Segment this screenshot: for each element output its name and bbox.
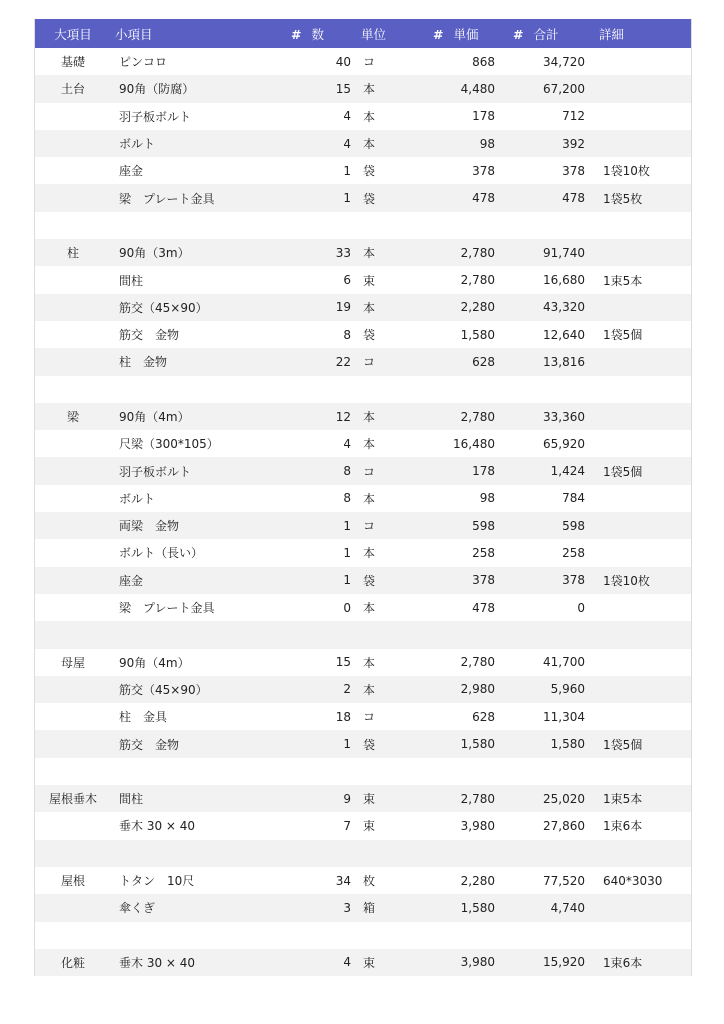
table-row bbox=[35, 157, 691, 184]
price-cell[interactable]: 1,580 bbox=[460, 737, 495, 752]
minor-cell[interactable]: 柱 金具 bbox=[119, 710, 168, 725]
price-cell[interactable]: 2,780 bbox=[460, 273, 495, 288]
detail-cell[interactable]: 1束5本 bbox=[603, 273, 643, 288]
header-price-label: 単価 bbox=[453, 26, 479, 42]
qty-cell[interactable]: 3 bbox=[343, 900, 351, 915]
table-row bbox=[35, 376, 691, 403]
qty-cell[interactable]: 2 bbox=[343, 682, 351, 697]
price-cell[interactable]: 3,980 bbox=[460, 818, 495, 833]
unit-cell[interactable]: 袋 bbox=[363, 164, 376, 179]
price-cell[interactable]: 2,780 bbox=[460, 655, 495, 670]
table-row bbox=[35, 922, 691, 949]
detail-cell[interactable]: 1袋5個 bbox=[603, 737, 643, 752]
number-type-icon: # bbox=[433, 26, 444, 42]
major-cell[interactable]: 化粧 bbox=[60, 955, 85, 970]
price-cell[interactable]: 2,980 bbox=[460, 682, 495, 697]
header-total[interactable] bbox=[505, 25, 595, 43]
detail-cell[interactable]: 1袋5個 bbox=[603, 328, 643, 343]
minor-cell[interactable]: 羽子板ボルト bbox=[119, 464, 192, 479]
total-cell[interactable]: 25,020 bbox=[543, 791, 585, 806]
price-cell[interactable]: 178 bbox=[472, 464, 495, 479]
total-cell[interactable]: 258 bbox=[562, 545, 585, 560]
qty-cell[interactable]: 12 bbox=[335, 409, 351, 424]
table-row bbox=[35, 512, 691, 539]
total-cell[interactable]: 598 bbox=[562, 518, 585, 533]
total-cell[interactable]: 67,200 bbox=[543, 81, 585, 96]
table-row bbox=[35, 48, 691, 75]
number-type-icon: # bbox=[291, 26, 302, 42]
total-cell[interactable]: 1,424 bbox=[550, 464, 585, 479]
qty-cell[interactable]: 1 bbox=[343, 163, 351, 178]
qty-cell[interactable]: 4 bbox=[343, 136, 351, 151]
detail-cell[interactable]: 1束6本 bbox=[603, 955, 643, 970]
header-row bbox=[35, 19, 691, 48]
qty-cell[interactable]: 6 bbox=[343, 273, 351, 288]
detail-cell[interactable]: 1袋5個 bbox=[603, 464, 643, 479]
table-row bbox=[35, 485, 691, 512]
qty-cell[interactable]: 4 bbox=[343, 109, 351, 124]
header-qty-label: 数 bbox=[311, 26, 324, 42]
price-cell[interactable]: 868 bbox=[472, 54, 495, 69]
table-row bbox=[35, 840, 691, 867]
minor-cell[interactable]: ボルト（長い） bbox=[119, 546, 204, 561]
minor-cell[interactable]: 筋交（45×90） bbox=[119, 300, 208, 315]
unit-cell[interactable]: 枚 bbox=[363, 874, 376, 889]
table-row bbox=[35, 703, 691, 730]
unit-cell[interactable]: 本 bbox=[363, 437, 376, 452]
table-row bbox=[35, 212, 691, 239]
header-major-label: 大項目 bbox=[54, 26, 92, 42]
price-cell[interactable]: 478 bbox=[472, 600, 495, 615]
total-cell[interactable]: 15,920 bbox=[543, 955, 585, 970]
major-cell[interactable]: 梁 bbox=[66, 410, 79, 424]
table-row bbox=[35, 567, 691, 594]
minor-cell[interactable]: 両梁 金物 bbox=[119, 519, 180, 534]
qty-cell[interactable]: 1 bbox=[343, 518, 351, 533]
header-minor[interactable] bbox=[111, 25, 283, 43]
minor-cell[interactable]: 梁 プレート金具 bbox=[119, 601, 215, 616]
qty-cell[interactable]: 1 bbox=[343, 573, 351, 588]
total-cell[interactable]: 378 bbox=[562, 573, 585, 588]
total-cell[interactable]: 65,920 bbox=[543, 436, 585, 451]
minor-cell[interactable]: 羽子板ボルト bbox=[119, 109, 192, 124]
price-cell[interactable]: 2,780 bbox=[460, 791, 495, 806]
qty-cell[interactable]: 8 bbox=[343, 327, 351, 342]
qty-cell[interactable]: 4 bbox=[343, 955, 351, 970]
major-cell[interactable]: 土台 bbox=[60, 82, 85, 97]
unit-cell[interactable]: 本 bbox=[363, 601, 376, 616]
price-cell[interactable]: 178 bbox=[472, 109, 495, 124]
unit-cell[interactable]: コ bbox=[363, 55, 376, 70]
total-cell[interactable]: 27,860 bbox=[543, 818, 585, 833]
table-row bbox=[35, 184, 691, 211]
total-cell[interactable]: 16,680 bbox=[543, 273, 585, 288]
price-cell[interactable]: 2,780 bbox=[460, 409, 495, 424]
unit-cell[interactable]: 本 bbox=[363, 137, 376, 152]
qty-cell[interactable]: 1 bbox=[343, 545, 351, 560]
unit-cell[interactable]: 束 bbox=[363, 792, 376, 807]
unit-cell[interactable]: 袋 bbox=[363, 328, 376, 343]
minor-cell[interactable]: 間柱 bbox=[119, 273, 144, 288]
minor-cell[interactable]: 垂木 30 × 40 bbox=[119, 955, 196, 970]
total-cell[interactable]: 712 bbox=[562, 109, 585, 124]
minor-cell[interactable]: 柱 金物 bbox=[119, 355, 168, 370]
table-row bbox=[35, 785, 691, 812]
price-cell[interactable]: 98 bbox=[479, 491, 495, 506]
major-cell[interactable]: 柱 bbox=[66, 246, 79, 261]
price-cell[interactable]: 3,980 bbox=[460, 955, 495, 970]
table-body bbox=[35, 48, 691, 976]
detail-cell[interactable]: 1袋5枚 bbox=[603, 191, 643, 206]
unit-cell[interactable]: 束 bbox=[363, 955, 376, 970]
qty-cell[interactable]: 33 bbox=[335, 245, 351, 260]
header-detail[interactable] bbox=[595, 25, 691, 43]
table-row bbox=[35, 894, 691, 921]
minor-cell[interactable]: 間柱 bbox=[119, 792, 144, 807]
total-cell[interactable]: 4,740 bbox=[550, 900, 585, 915]
price-cell[interactable]: 598 bbox=[472, 518, 495, 533]
total-cell[interactable]: 41,700 bbox=[543, 655, 585, 670]
unit-cell[interactable]: 本 bbox=[363, 82, 376, 97]
qty-cell[interactable]: 18 bbox=[335, 709, 351, 724]
unit-cell[interactable]: 本 bbox=[363, 546, 376, 561]
header-qty[interactable] bbox=[283, 25, 357, 43]
header-major[interactable] bbox=[35, 25, 111, 43]
major-cell[interactable]: 基礎 bbox=[60, 55, 85, 70]
qty-cell[interactable]: 34 bbox=[335, 873, 351, 888]
total-cell[interactable]: 478 bbox=[562, 191, 585, 206]
table-row bbox=[35, 812, 691, 839]
qty-cell[interactable]: 9 bbox=[343, 791, 351, 806]
table-row bbox=[35, 103, 691, 130]
detail-cell[interactable]: 1袋10枚 bbox=[603, 573, 650, 588]
table-row bbox=[35, 649, 691, 676]
major-cell[interactable]: 母屋 bbox=[60, 655, 85, 670]
total-cell[interactable]: 34,720 bbox=[543, 54, 585, 69]
table-row bbox=[35, 867, 691, 894]
price-cell[interactable]: 478 bbox=[472, 191, 495, 206]
total-cell[interactable]: 77,520 bbox=[543, 873, 585, 888]
table-row bbox=[35, 730, 691, 757]
total-cell[interactable]: 33,360 bbox=[543, 409, 585, 424]
table-row bbox=[35, 239, 691, 266]
qty-cell[interactable]: 7 bbox=[343, 818, 351, 833]
unit-cell[interactable]: 箱 bbox=[363, 901, 376, 916]
table-row bbox=[35, 949, 691, 976]
minor-cell[interactable]: 筋交（45×90） bbox=[119, 682, 208, 697]
major-cell[interactable]: 屋根垂木 bbox=[48, 792, 97, 807]
unit-cell[interactable]: 本 bbox=[363, 109, 376, 124]
minor-cell[interactable]: 90角（4m） bbox=[119, 410, 190, 424]
qty-cell[interactable]: 1 bbox=[343, 191, 351, 206]
total-cell[interactable]: 11,304 bbox=[543, 709, 585, 724]
table-row bbox=[35, 266, 691, 293]
unit-cell[interactable]: 袋 bbox=[363, 191, 376, 206]
price-cell[interactable]: 4,480 bbox=[460, 81, 495, 96]
minor-cell[interactable]: 90角（3m） bbox=[119, 246, 190, 261]
qty-cell[interactable]: 15 bbox=[335, 655, 351, 670]
table-row bbox=[35, 294, 691, 321]
spreadsheet-table bbox=[34, 19, 692, 976]
price-cell[interactable]: 628 bbox=[472, 709, 495, 724]
qty-cell[interactable]: 15 bbox=[335, 81, 351, 96]
header-price[interactable] bbox=[425, 25, 505, 43]
qty-cell[interactable]: 4 bbox=[343, 436, 351, 451]
price-cell[interactable]: 2,780 bbox=[460, 245, 495, 260]
unit-cell[interactable]: 袋 bbox=[363, 737, 376, 752]
qty-cell[interactable]: 19 bbox=[335, 300, 351, 315]
detail-cell[interactable]: 1袋10枚 bbox=[603, 164, 650, 179]
minor-cell[interactable]: 筋交 金物 bbox=[119, 328, 180, 343]
unit-cell[interactable]: 本 bbox=[363, 246, 376, 261]
unit-cell[interactable]: コ bbox=[363, 464, 376, 479]
unit-cell[interactable]: 本 bbox=[363, 300, 376, 315]
total-cell[interactable]: 392 bbox=[562, 136, 585, 151]
price-cell[interactable]: 2,280 bbox=[460, 300, 495, 315]
major-cell[interactable]: 屋根 bbox=[60, 874, 85, 889]
table-row bbox=[35, 676, 691, 703]
minor-cell[interactable]: 座金 bbox=[119, 573, 144, 588]
total-cell[interactable]: 0 bbox=[577, 600, 585, 615]
unit-cell[interactable]: 袋 bbox=[363, 573, 376, 588]
unit-cell[interactable]: コ bbox=[363, 710, 376, 725]
unit-cell[interactable]: 本 bbox=[363, 655, 376, 670]
table-row bbox=[35, 130, 691, 157]
table-row bbox=[35, 348, 691, 375]
price-cell[interactable]: 378 bbox=[472, 163, 495, 178]
minor-cell[interactable]: ボルト bbox=[119, 491, 156, 506]
qty-cell[interactable]: 0 bbox=[343, 600, 351, 615]
detail-cell[interactable]: 640*3030 bbox=[603, 873, 663, 888]
unit-cell[interactable]: 束 bbox=[363, 819, 376, 834]
table-row bbox=[35, 621, 691, 648]
header-total-label: 合計 bbox=[533, 26, 559, 42]
total-cell[interactable]: 13,816 bbox=[543, 354, 585, 369]
table-row bbox=[35, 403, 691, 430]
header-detail-label: 詳細 bbox=[599, 26, 625, 42]
price-cell[interactable]: 98 bbox=[479, 136, 495, 151]
unit-cell[interactable]: 本 bbox=[363, 491, 376, 506]
qty-cell[interactable]: 1 bbox=[343, 737, 351, 752]
price-cell[interactable]: 1,580 bbox=[460, 900, 495, 915]
minor-cell[interactable]: 座金 bbox=[119, 164, 144, 179]
total-cell[interactable]: 5,960 bbox=[550, 682, 585, 697]
unit-cell[interactable]: 本 bbox=[363, 410, 376, 424]
total-cell[interactable]: 1,580 bbox=[550, 737, 585, 752]
table-row bbox=[35, 594, 691, 621]
header-unit[interactable] bbox=[357, 25, 425, 43]
detail-cell[interactable]: 1束5本 bbox=[603, 792, 643, 807]
minor-cell[interactable]: ピンコロ bbox=[119, 55, 168, 70]
table-row bbox=[35, 758, 691, 785]
minor-cell[interactable]: 尺梁（300*105） bbox=[119, 437, 219, 452]
price-cell[interactable]: 628 bbox=[472, 354, 495, 369]
minor-cell[interactable]: 梁 プレート金具 bbox=[119, 191, 215, 206]
total-cell[interactable]: 43,320 bbox=[543, 300, 585, 315]
detail-cell[interactable]: 1束6本 bbox=[603, 819, 643, 834]
unit-cell[interactable]: コ bbox=[363, 355, 376, 370]
unit-cell[interactable]: コ bbox=[363, 519, 376, 534]
qty-cell[interactable]: 22 bbox=[335, 354, 351, 369]
table-row bbox=[35, 321, 691, 348]
price-cell[interactable]: 258 bbox=[472, 545, 495, 560]
price-cell[interactable]: 1,580 bbox=[460, 327, 495, 342]
price-cell[interactable]: 16,480 bbox=[453, 436, 495, 451]
minor-cell[interactable]: ボルト bbox=[119, 137, 156, 152]
unit-cell[interactable]: 本 bbox=[363, 682, 376, 697]
table-row bbox=[35, 430, 691, 457]
total-cell[interactable]: 12,640 bbox=[543, 327, 585, 342]
minor-cell[interactable]: 筋交 金物 bbox=[119, 737, 180, 752]
unit-cell[interactable]: 束 bbox=[363, 273, 376, 288]
total-cell[interactable]: 91,740 bbox=[543, 245, 585, 260]
total-cell[interactable]: 378 bbox=[562, 163, 585, 178]
price-cell[interactable]: 2,280 bbox=[460, 873, 495, 888]
qty-cell[interactable]: 40 bbox=[335, 54, 351, 69]
number-type-icon: # bbox=[513, 26, 524, 42]
table-row bbox=[35, 539, 691, 566]
minor-cell[interactable]: 垂木 30 × 40 bbox=[119, 819, 196, 834]
minor-cell[interactable]: 90角（防腐） bbox=[119, 82, 195, 97]
table-row bbox=[35, 457, 691, 484]
minor-cell[interactable]: トタン 10尺 bbox=[119, 874, 195, 889]
table-row bbox=[35, 75, 691, 102]
qty-cell[interactable]: 8 bbox=[343, 491, 351, 506]
header-minor-label: 小項目 bbox=[115, 26, 153, 42]
header-unit-label: 単位 bbox=[361, 26, 387, 42]
minor-cell[interactable]: 傘くぎ bbox=[119, 901, 156, 916]
minor-cell[interactable]: 90角（4m） bbox=[119, 655, 190, 670]
price-cell[interactable]: 378 bbox=[472, 573, 495, 588]
total-cell[interactable]: 784 bbox=[562, 491, 585, 506]
qty-cell[interactable]: 8 bbox=[343, 464, 351, 479]
